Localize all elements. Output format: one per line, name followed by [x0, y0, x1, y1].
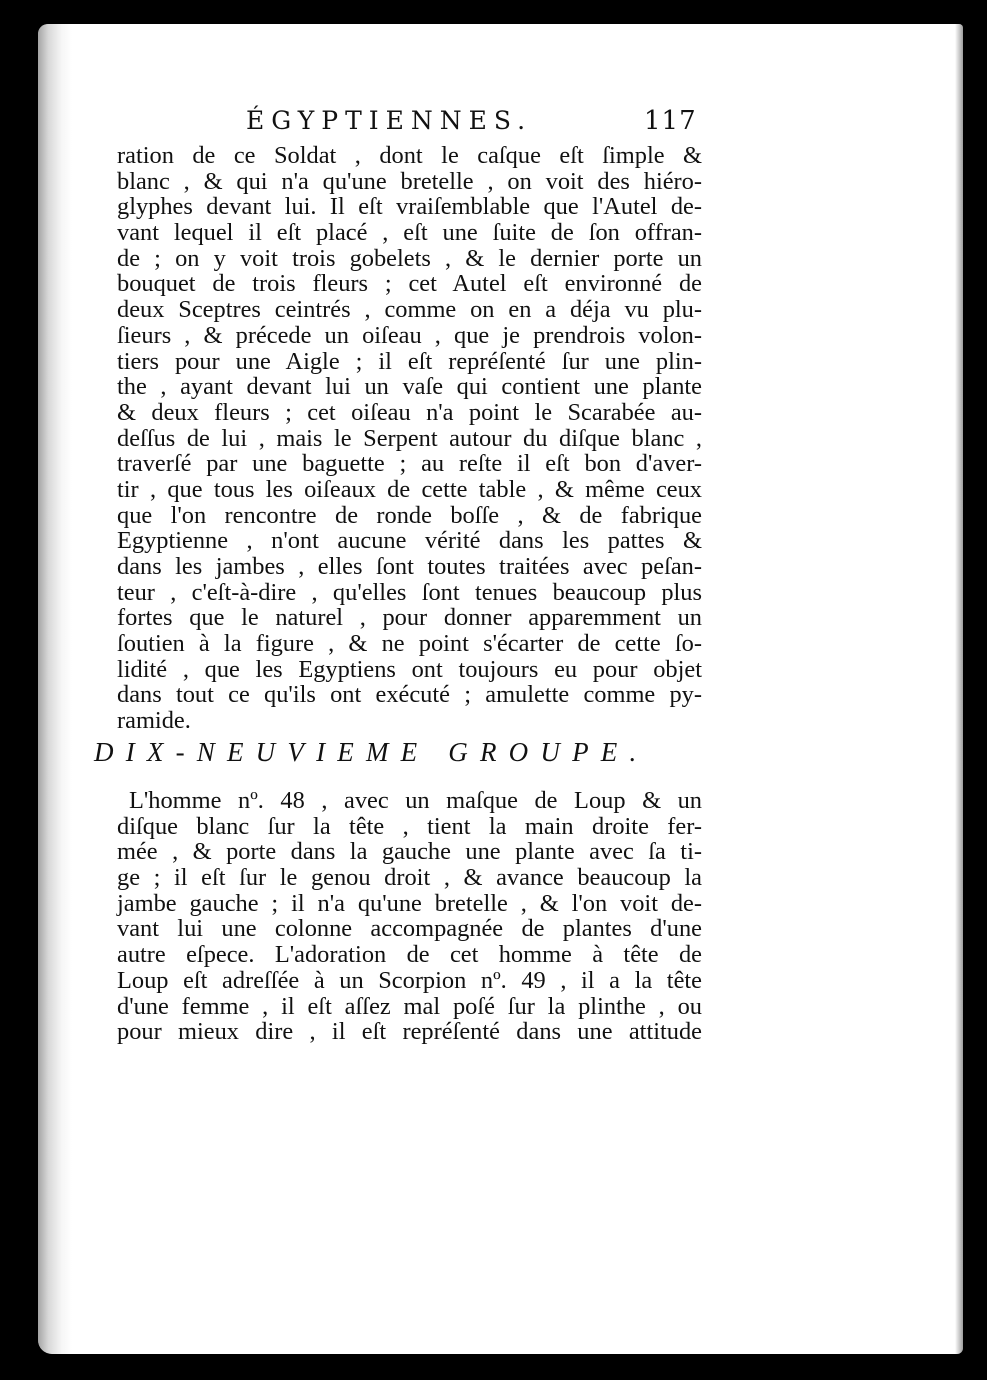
text-line: bouquet de trois fleurs ; cet Autel eſt environné de — [117, 270, 702, 298]
running-head: ÉGYPTIENNES. — [246, 106, 533, 135]
text-line: diſque blanc ſur la tête , tient la main droite fer- — [117, 812, 702, 840]
text-line: Loup eſt adreſſée à un Scorpion nº. 49 , il a la tête — [117, 966, 702, 994]
text-line: lidité , que les Egyptiens ont toujours eu pour objet — [117, 655, 702, 683]
text-line: vant lequel il eſt placé , eſt une ſuite de ſon offran- — [117, 219, 702, 247]
section-heading: DIX-NEUVIEME GROUPE. — [94, 737, 649, 767]
text-line: ge ; il eſt ſur le genou droit , & avance beaucoup la — [117, 864, 702, 892]
text-line: mée , & porte dans la gauche une plante avec ſa ti- — [117, 838, 702, 866]
book-page — [38, 24, 963, 1354]
text-line: fortes que le naturel , pour donner apparemment un — [117, 604, 702, 632]
text-line: ſoutien à la figure , & ne point s'écarter de cette ſo- — [117, 630, 702, 658]
paragraph-1 — [117, 143, 702, 734]
text-line: de ; on y voit trois gobelets , & le dernier porte un — [117, 244, 702, 272]
page-right-edge — [955, 24, 963, 1354]
page-number: 117 — [644, 106, 697, 136]
text-line: & deux fleurs ; cet oiſeau n'a point le Scarabée au- — [117, 398, 702, 426]
text-line: que l'on rencontre de ronde boſſe , & de fabrique — [117, 501, 702, 529]
paragraph-2 — [117, 788, 702, 1045]
text-line: tir , que tous les oiſeaux de cette table , & même ceux — [117, 475, 702, 503]
text-line: L'homme nº. 48 , avec un maſque de Loup & un — [129, 787, 702, 814]
text-line: Egyptienne , n'ont aucune vérité dans les pattes & — [117, 527, 702, 555]
text-line: ration de ce Soldat , dont le caſque eſt ſimple & — [117, 142, 702, 169]
text-line: deux Sceptres ceintrés , comme on en a déja vu plu- — [117, 296, 702, 324]
text-line: dans les jambes , elles ſont toutes traitées avec peſan- — [117, 553, 702, 580]
text-line: pour mieux dire , il eſt repréſenté dans une attitude — [117, 1018, 702, 1046]
text-line: autre eſpece. L'adoration de cet homme à tête de — [117, 941, 702, 969]
text-line: glyphes devant lui. Il eſt vraiſemblable que l'Autel de- — [117, 193, 702, 221]
text-line: teur , c'eſt-à-dire , qu'elles ſont tenues beaucoup plus — [117, 578, 702, 606]
text-line: dans tout ce qu'ils ont exécuté ; amulette comme py- — [117, 681, 702, 709]
text-line: jambe gauche ; il n'a qu'une bretelle , & l'on voit de- — [117, 889, 702, 917]
text-line: vant lui une colonne accompagnée de plantes d'une — [117, 915, 702, 943]
text-line: deſſus de lui , mais le Serpent autour du diſque blanc , — [117, 424, 702, 452]
page-edge-shadow — [38, 24, 72, 1354]
text-line: blanc , & qui n'a qu'une bretelle , on voit des hiéro- — [117, 167, 702, 195]
text-line: the , ayant devant lui un vaſe qui contient une plante — [117, 373, 702, 401]
text-line: d'une femme , il eſt aſſez mal poſé ſur la plinthe , ou — [117, 992, 702, 1020]
text-line: tiers pour une Aigle ; il eſt repréſenté ſur une plin- — [117, 347, 702, 375]
text-line: ſieurs , & précede un oiſeau , que je prendrois volon- — [117, 321, 702, 349]
text-line: traverſé par une baguette ; au reſte il eſt bon d'aver- — [117, 450, 702, 478]
text-line: ramide. — [117, 707, 191, 735]
